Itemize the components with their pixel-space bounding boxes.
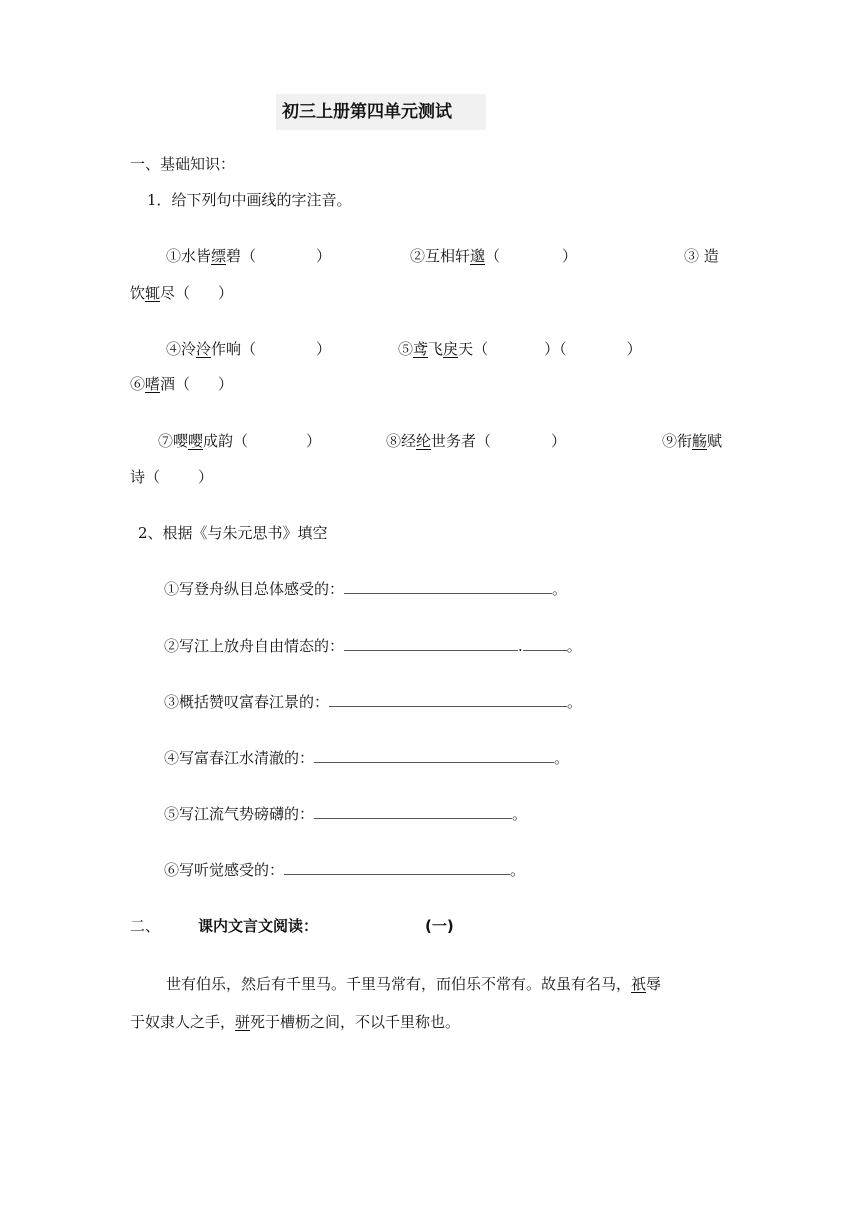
answer-blank[interactable]	[284, 860, 510, 875]
q1-item-2: ②互相轩邈（ ）	[410, 247, 578, 265]
answer-blank[interactable]	[329, 692, 567, 707]
q2-item-3: ③概括赞叹富春江景的： 。	[164, 693, 583, 711]
answer-blank[interactable]	[344, 636, 518, 651]
q1-item-1: ①水皆缥碧（ ）	[166, 247, 332, 265]
q1-item-8: ⑧经纶世务者（ ）	[386, 432, 567, 450]
passage-line-2: 于奴隶人之手，骈死于槽枥之间，不以千里称也。	[130, 1013, 461, 1031]
q1-item-3-start: ③ 造	[684, 247, 719, 265]
q1-item-4: ④泠泠作响（ ）	[166, 340, 332, 358]
q1-item-9-cont: 诗（ ）	[130, 468, 214, 486]
page-title: 初三上册第四单元测试	[276, 94, 486, 130]
answer-blank[interactable]	[314, 804, 512, 819]
section2-heading: 课内文言文阅读：	[198, 917, 319, 935]
q1-item-3-cont: 饮辄尽（ ）	[130, 284, 234, 302]
q2-item-5: ⑤写江流气势磅礴的： 。	[164, 805, 528, 823]
q2-prompt: 2、根据《与朱元思书》填空	[138, 524, 328, 542]
q2-item-4: ④写富春江水清澈的： 。	[164, 749, 570, 767]
q1-prompt: 1．给下列句中画线的字注音。	[147, 191, 352, 209]
q2-item-6: ⑥写听觉感受的： 。	[164, 861, 526, 879]
q1-item-5: ⑤鸢飞戾天（ ）（ ）	[398, 340, 642, 358]
q1-item-7: ⑦嘤嘤成韵（ ）	[158, 432, 322, 450]
answer-blank[interactable]	[344, 579, 552, 594]
answer-blank[interactable]	[523, 636, 567, 651]
q1-item-9-start: ⑨衔觞赋	[662, 432, 723, 450]
answer-blank[interactable]	[314, 748, 554, 763]
passage-line-1: 世有伯乐，然后有千里马。千里马常有，而伯乐不常有。故虽有名马，祇辱	[166, 975, 662, 993]
q1-item-6: ⑥嗜酒（ ）	[130, 375, 234, 393]
q2-item-1: ①写登舟纵目总体感受的： 。	[164, 580, 568, 598]
section1-heading: 一、基础知识：	[130, 155, 236, 173]
section2-part: (一)	[425, 917, 454, 935]
section2-number: 二、	[130, 917, 161, 935]
q2-item-2: ②写江上放舟自由情态的： . 。	[164, 637, 582, 655]
